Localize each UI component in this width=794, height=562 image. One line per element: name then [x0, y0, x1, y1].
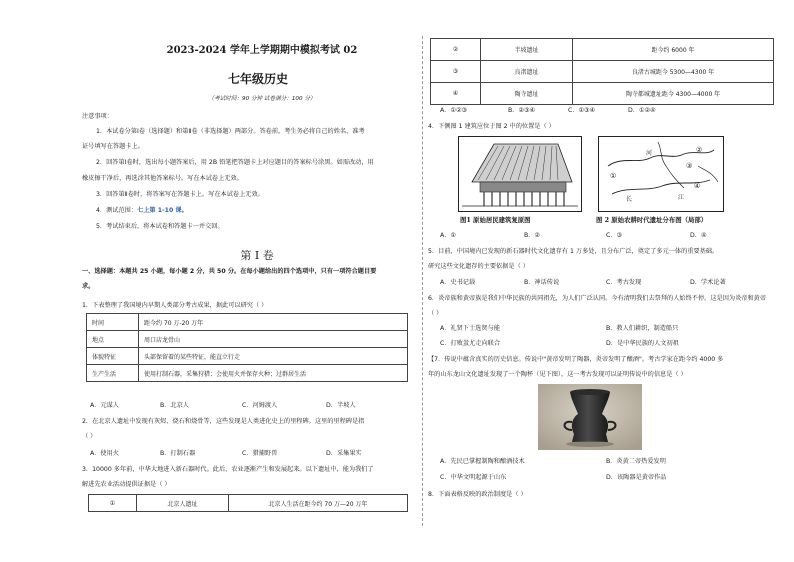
table-row	[431, 61, 774, 83]
map-marker-1: ①	[610, 172, 617, 180]
q4-option-c: C．③	[606, 232, 623, 239]
q6-option-b: B．教人们耕织，制造船只	[606, 325, 679, 332]
question-8: 8．下面表格反映的政治制度是（ ）	[428, 491, 527, 498]
table-cell: 陶寺遗址	[481, 83, 573, 105]
fig1-caption: 图1 原始居民建筑复原图	[460, 216, 531, 224]
question-1: 1．下表整理了我国境内早期人类部分考古成果，据此可以研究（ ）	[82, 302, 268, 309]
q5-option-c: C．考古发现	[606, 279, 642, 286]
table-cell: 北京人生活在距今约 70 万—20 万年	[229, 495, 408, 512]
notice-line: 2．回答第Ⅰ卷时，选出每小题答案后，用 2B 铅笔把答题卡上对应题目的答案标号涂黑。如需改动，用	[96, 159, 374, 166]
q3-table	[88, 494, 408, 512]
fig2-caption: 图 2 原始农耕时代遗址分布图（局部）	[596, 216, 708, 224]
q3-option-d: D．①②④	[628, 107, 656, 114]
notice-scope-value: 七上第 1-10 课。	[137, 207, 188, 214]
table-cell: 良渚遗址	[481, 61, 573, 83]
table-cell: 生产生活	[87, 365, 139, 382]
q5-option-b: B．神话传说	[524, 279, 560, 286]
notice-scope-label: 4．测试范围：	[96, 207, 138, 214]
notice-line	[96, 207, 188, 215]
q1-table	[86, 313, 408, 382]
map-marker-3: ③	[686, 162, 693, 170]
question-6: （ ）	[428, 310, 443, 317]
table-row	[87, 314, 408, 331]
question-7: 【7．传说中蕴含真实的历史信息。传说中"黄帝发明了陶器，炎帝发明了酿酒"。考古学家在距今约 4000 多	[428, 356, 724, 363]
map-label: 长	[626, 196, 633, 203]
q1-option-c: C．河姆渡人	[242, 402, 278, 409]
table-row	[87, 365, 408, 382]
section-intro: 求。	[82, 283, 95, 290]
notice-line: 证号填写在答题卡上。	[82, 143, 144, 150]
exam-title: 2023-2024 学年上学期期中模拟考试 02	[166, 45, 358, 56]
exam-info: （考试时间：90 分钟 试卷满分：100 分）	[208, 96, 316, 102]
q7-option-c: C．中华文明起源于山东	[440, 474, 507, 481]
q4-option-b: B．②	[524, 232, 540, 239]
map-outline	[598, 136, 724, 212]
section-intro: 一、选择题：本题共 25 小题，每小题 2 分，共 50 分。在每小题给出的四个选项中，只有一项符合题目要	[82, 268, 377, 275]
subject-title: 七年级历史	[227, 72, 288, 86]
notice-line: 1．本试卷分第Ⅰ卷（选择题）和第Ⅱ卷（非选择题）两部分。答卷前，考生务必将自己的姓名、准考	[96, 128, 365, 135]
column-divider	[422, 36, 423, 526]
q2-option-c: C．猎捕野兽	[242, 450, 278, 457]
table-cell: 体貌特征	[87, 348, 139, 365]
q2-option-d: D．采集果实	[326, 450, 362, 457]
notice-title: 注意事项：	[82, 113, 113, 120]
q3-table-continued	[430, 38, 774, 105]
question-3: 3．10000 多年前，中华大地进入新石器时代。此后，农业逐渐产生和发展起来。以下遗址中，能为我们了	[82, 466, 374, 473]
table-row	[431, 39, 774, 61]
pottery-cup-photo	[538, 384, 642, 450]
table-cell: ③	[431, 61, 481, 83]
table-row	[431, 83, 774, 105]
q1-option-d: D．半坡人	[326, 402, 356, 409]
notice-line: 5．考试结束后，将本试卷和答题卡一并交回。	[96, 223, 224, 230]
q3-option-c: C．①③④	[568, 107, 596, 114]
q3-option-b: B．②③④	[508, 107, 536, 114]
question-4: 4．下侧图 1 建筑应位于图 2 中的位置是（ ）	[428, 123, 555, 130]
notice-line: 橡皮擦干净后，再选涂其他答案标号。写在本试卷上无效。	[82, 175, 243, 182]
q3-option-a: A．①②③	[440, 107, 468, 114]
table-row	[87, 331, 408, 348]
q4-option-d: D．④	[690, 232, 707, 239]
notice-line: 3．回答第Ⅱ卷时，将答案写在答题卡上。写在本试卷上无效。	[96, 191, 264, 198]
q4-option-a: A．①	[440, 232, 456, 239]
table-cell: 使用打制石器，采集狩猎；会使用火并保存火种；过群居生活	[139, 365, 408, 382]
q7-option-d: D．该陶器是黄帝作品	[606, 474, 667, 481]
question-7: 年的山东龙山文化遗址发现了一个陶杯（见下图），这一考古发现可以证明传说中的信息是（ ）	[428, 371, 687, 378]
fig1-building-illustration	[458, 136, 582, 212]
map-marker-2: ②	[696, 146, 703, 154]
table-row	[87, 348, 408, 365]
q2-option-b: B．打制石器	[160, 450, 196, 457]
table-cell: 距今约 6000 年	[573, 39, 774, 61]
q5-option-d: D．学术论著	[690, 279, 726, 286]
map-label: 江	[678, 194, 685, 201]
section-title: 第 Ⅰ 卷	[240, 249, 274, 262]
q6-option-c: C．打败蚩尤走向联合	[440, 340, 501, 347]
q1-option-a: A．元谋人	[90, 402, 119, 409]
table-cell: 时间	[87, 314, 139, 331]
table-cell: 良渚古城距今 5300—4300 年	[573, 61, 774, 83]
q7-option-a: A．先民已掌握制陶和酿酒技术	[440, 458, 525, 465]
q7-option-b: B．炎黄二帝热爱发明	[606, 458, 666, 465]
question-5: 5．目前，中国境内已发现的新石器时代文化遗存有 1 万多处，且分布广泛，奠定了多元一体的重要基础。	[428, 248, 719, 255]
q2-option-a: A．使用火	[90, 450, 119, 457]
table-cell: 北京人遗址	[137, 495, 229, 512]
table-cell: 地点	[87, 331, 139, 348]
map-label: 河	[646, 150, 653, 157]
question-2: （ ）	[82, 433, 97, 440]
table-cell: 周口店龙骨山	[139, 331, 408, 348]
table-cell: 半坡遗址	[481, 39, 573, 61]
table-cell: ④	[431, 83, 481, 105]
q6-option-a: A．礼贤下士选贤与能	[440, 325, 500, 332]
table-row	[89, 495, 408, 512]
question-6: 6．炎帝族和黄帝族是我们中华民族的共同祖先，为人们广泛认同。今有清明我们去祭拜的人始终不停。这是因为炎帝和黄帝	[428, 295, 767, 302]
fig2-map	[598, 136, 724, 212]
q1-option-b: B．北京人	[160, 402, 189, 409]
table-cell: ②	[431, 39, 481, 61]
question-3: 解进先农业活动提供证据是（ ）	[82, 481, 171, 488]
table-cell: 头部保留着的某些特征，能直立行走	[139, 348, 408, 365]
question-5: 研究这些文化遗存的主要依据是（ ）	[428, 263, 529, 270]
q6-option-d: D．是中华民族的人文初祖	[606, 340, 679, 347]
question-2: 2．在北京人遗址中发现有灰烬、烧石和烧骨等，这些发现是人类进化史上的里程碑。这里的里程碑是指	[82, 418, 365, 425]
table-cell: 距今约 70 万-20 万年	[139, 314, 408, 331]
q5-option-a: A．史书记载	[440, 279, 476, 286]
table-cell: 陶寺都城遗址距今 4300—4000 年	[573, 83, 774, 105]
table-cell: ①	[89, 495, 137, 512]
map-marker-4: ④	[694, 182, 701, 190]
